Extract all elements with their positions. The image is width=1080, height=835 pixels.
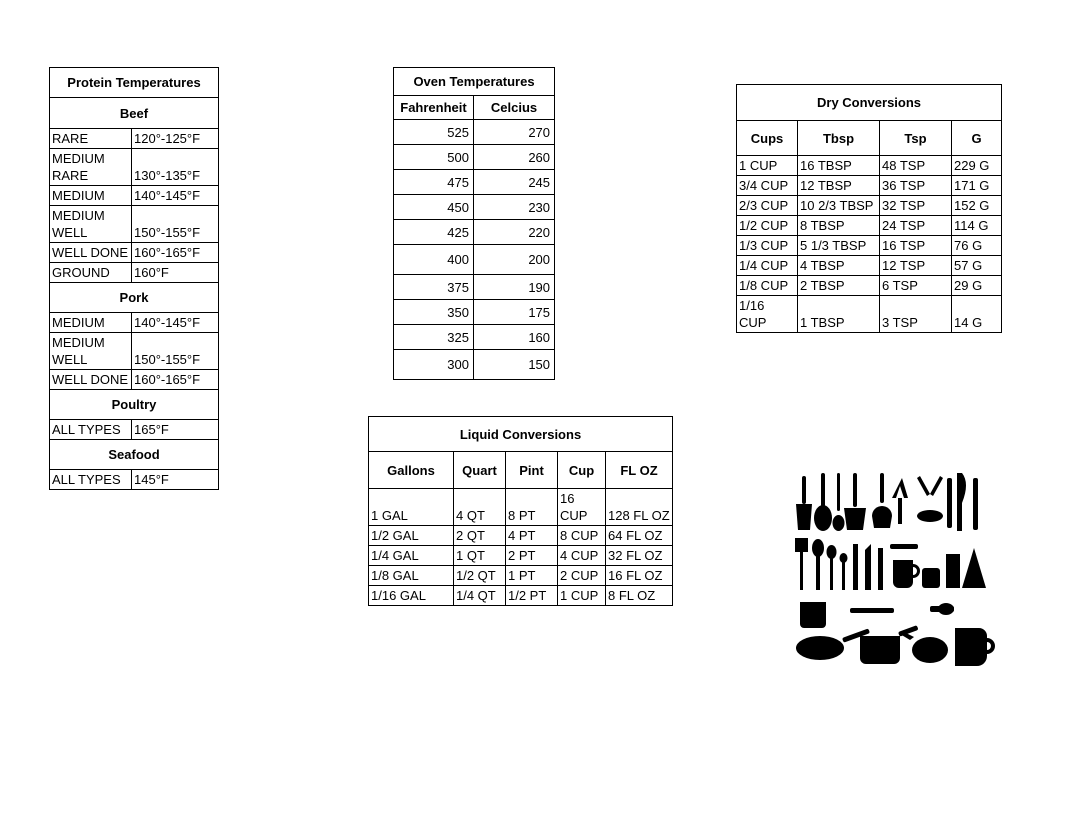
cup-cell: 16 CUP [558,489,606,526]
quart-cell: 1/4 QT [454,586,506,606]
doneness-cell: MEDIUM WELL [50,206,132,243]
cups-cell: 2/3 CUP [737,196,798,216]
celcius-cell: 230 [474,195,555,220]
cups-cell: 1 CUP [737,156,798,176]
grams-cell: 152 G [952,196,1002,216]
table-row [394,220,555,245]
celcius-cell: 160 [474,325,555,350]
kitchen-utensils-icon [790,468,1000,673]
table-row [50,420,219,440]
temp-cell: 160°F [132,263,219,283]
fl-oz-cell: 8 FL OZ [606,586,673,606]
dry-title: Dry Conversions [737,85,1002,121]
cups-cell: 1/3 CUP [737,236,798,256]
cup-cell: 2 CUP [558,566,606,586]
table-row [737,296,1002,333]
beef-header: Beef [50,98,219,129]
table-row [737,256,1002,276]
grams-cell: 29 G [952,276,1002,296]
table-row [394,275,555,300]
quart-cell: 4 QT [454,489,506,526]
doneness-cell: ALL TYPES [50,420,132,440]
doneness-cell: MEDIUM [50,313,132,333]
doneness-cell: WELL DONE [50,370,132,390]
temp-cell: 160°-165°F [132,243,219,263]
table-row [737,196,1002,216]
doneness-cell: WELL DONE [50,243,132,263]
table-row [50,186,219,206]
gallons-cell: 1 GAL [369,489,454,526]
cups-cell: 1/16 CUP [737,296,798,333]
protein-temperatures-table [49,67,219,490]
tsp-cell: 12 TSP [880,256,952,276]
tsp-cell: 24 TSP [880,216,952,236]
fahrenheit-cell: 525 [394,120,474,145]
quart-cell: 2 QT [454,526,506,546]
tbsp-cell: 4 TBSP [798,256,880,276]
table-row [50,333,219,370]
temp-cell: 150°-155°F [132,206,219,243]
temp-cell: 130°-135°F [132,149,219,186]
cups-cell: 1/4 CUP [737,256,798,276]
protein-title: Protein Temperatures [50,68,219,98]
table-row [50,470,219,490]
celcius-cell: 190 [474,275,555,300]
cup-cell: 8 CUP [558,526,606,546]
fahrenheit-cell: 400 [394,245,474,275]
temp-cell: 140°-145°F [132,186,219,206]
gallons-cell: 1/2 GAL [369,526,454,546]
table-row [394,195,555,220]
table-row [394,300,555,325]
temp-cell: 160°-165°F [132,370,219,390]
cup-cell: 4 CUP [558,546,606,566]
table-row [50,243,219,263]
fahrenheit-cell: 450 [394,195,474,220]
tbsp-cell: 1 TBSP [798,296,880,333]
table-row [50,206,219,243]
table-row [737,216,1002,236]
quart-cell: 1/2 QT [454,566,506,586]
doneness-cell: MEDIUM WELL [50,333,132,370]
quart-cell: 1 QT [454,546,506,566]
pork-header: Pork [50,283,219,313]
gallons-cell: 1/8 GAL [369,566,454,586]
tbsp-cell: 12 TBSP [798,176,880,196]
celcius-cell: 220 [474,220,555,245]
fl-oz-cell: 16 FL OZ [606,566,673,586]
table-row [369,566,673,586]
cup-cell: 1 CUP [558,586,606,606]
pint-cell: 8 PT [506,489,558,526]
table-row [369,586,673,606]
tbsp-cell: 8 TBSP [798,216,880,236]
gallons-cell: 1/16 GAL [369,586,454,606]
grams-cell: 14 G [952,296,1002,333]
tsp-cell: 16 TSP [880,236,952,256]
table-row [50,129,219,149]
table-row [369,489,673,526]
table-row [394,145,555,170]
table-row [50,149,219,186]
celcius-cell: 245 [474,170,555,195]
tbsp-cell: 10 2/3 TBSP [798,196,880,216]
liquid-conversions-table [368,416,673,606]
dry-conversions-table [736,84,1002,333]
cups-header: Cups [737,121,798,156]
fahrenheit-cell: 300 [394,350,474,380]
temp-cell: 165°F [132,420,219,440]
tsp-header: Tsp [880,121,952,156]
tsp-cell: 32 TSP [880,196,952,216]
table-row [394,325,555,350]
pint-header: Pint [506,452,558,489]
table-row [50,263,219,283]
table-row [737,176,1002,196]
poultry-header: Poultry [50,390,219,420]
grams-cell: 171 G [952,176,1002,196]
table-row [737,276,1002,296]
celcius-cell: 260 [474,145,555,170]
table-row [369,526,673,546]
fahrenheit-cell: 325 [394,325,474,350]
temp-cell: 120°-125°F [132,129,219,149]
grams-cell: 229 G [952,156,1002,176]
tbsp-cell: 2 TBSP [798,276,880,296]
fl-oz-cell: 128 FL OZ [606,489,673,526]
fahrenheit-header: Fahrenheit [394,96,474,120]
temp-cell: 145°F [132,470,219,490]
grams-cell: 76 G [952,236,1002,256]
fahrenheit-cell: 375 [394,275,474,300]
celcius-cell: 175 [474,300,555,325]
cups-cell: 1/8 CUP [737,276,798,296]
liquid-title: Liquid Conversions [369,417,673,452]
grams-cell: 114 G [952,216,1002,236]
doneness-cell: ALL TYPES [50,470,132,490]
fahrenheit-cell: 425 [394,220,474,245]
temp-cell: 140°-145°F [132,313,219,333]
grams-header: G [952,121,1002,156]
fahrenheit-cell: 500 [394,145,474,170]
doneness-cell: MEDIUM [50,186,132,206]
celcius-cell: 200 [474,245,555,275]
fahrenheit-cell: 475 [394,170,474,195]
pint-cell: 4 PT [506,526,558,546]
doneness-cell: RARE [50,129,132,149]
fahrenheit-cell: 350 [394,300,474,325]
tbsp-header: Tbsp [798,121,880,156]
table-row [394,350,555,380]
pint-cell: 1/2 PT [506,586,558,606]
table-row [394,245,555,275]
quart-header: Quart [454,452,506,489]
table-row [394,120,555,145]
doneness-cell: GROUND [50,263,132,283]
fl-oz-cell: 64 FL OZ [606,526,673,546]
table-row [369,546,673,566]
temp-cell: 150°-155°F [132,333,219,370]
celcius-cell: 270 [474,120,555,145]
doneness-cell: MEDIUM RARE [50,149,132,186]
cups-cell: 3/4 CUP [737,176,798,196]
oven-title: Oven Temperatures [394,68,555,96]
table-row [50,313,219,333]
tsp-cell: 6 TSP [880,276,952,296]
table-row [737,236,1002,256]
oven-temperatures-table [393,67,555,380]
tbsp-cell: 5 1/3 TBSP [798,236,880,256]
gallons-header: Gallons [369,452,454,489]
tsp-cell: 3 TSP [880,296,952,333]
grams-cell: 57 G [952,256,1002,276]
seafood-header: Seafood [50,440,219,470]
tsp-cell: 48 TSP [880,156,952,176]
cups-cell: 1/2 CUP [737,216,798,236]
tsp-cell: 36 TSP [880,176,952,196]
pint-cell: 1 PT [506,566,558,586]
tbsp-cell: 16 TBSP [798,156,880,176]
gallons-cell: 1/4 GAL [369,546,454,566]
celcius-header: Celcius [474,96,555,120]
celcius-cell: 150 [474,350,555,380]
table-row [50,370,219,390]
fl-oz-header: FL OZ [606,452,673,489]
fl-oz-cell: 32 FL OZ [606,546,673,566]
table-row [737,156,1002,176]
table-row [394,170,555,195]
cup-header: Cup [558,452,606,489]
pint-cell: 2 PT [506,546,558,566]
